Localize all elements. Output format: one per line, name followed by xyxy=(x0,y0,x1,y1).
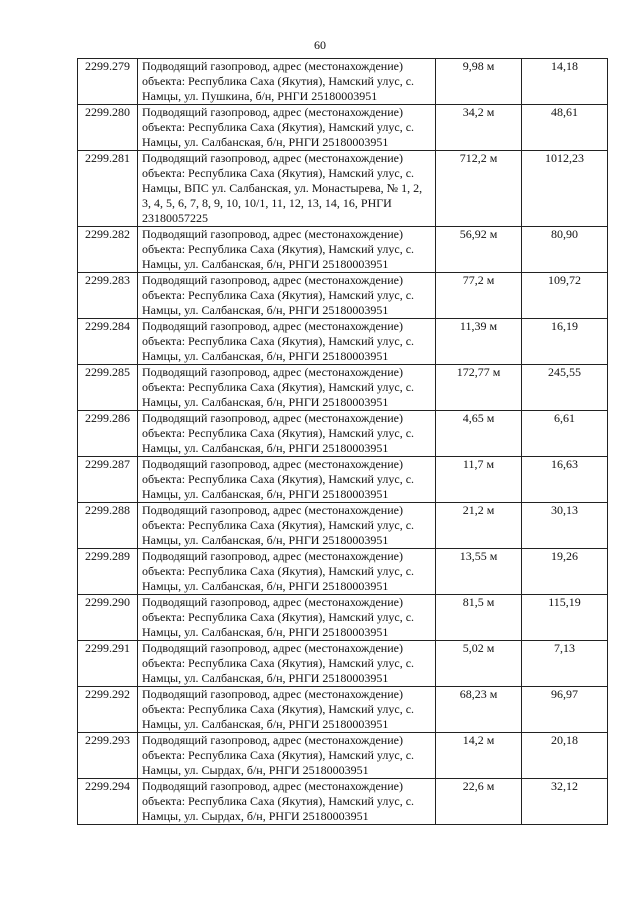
row-description-cell: Подводящий газопровод, адрес (местонахождение) объекта: Республика Саха (Якутия), Намский улус, с. Намцы, ул. Салбанская, б/н, РНГИ 25180003951 xyxy=(138,411,436,457)
table-row xyxy=(78,457,608,503)
row-id-cell: 2299.286 xyxy=(78,411,138,457)
row-description-cell: Подводящий газопровод, адрес (местонахождение) объекта: Республика Саха (Якутия), Намский улус, с. Намцы, ул. Салбанская, б/н, РНГИ 25180003951 xyxy=(138,105,436,151)
row-description-cell: Подводящий газопровод, адрес (местонахождение) объекта: Республика Саха (Якутия), Намский улус, с. Намцы, ВПС ул. Салбанская, ул. Монастырева, № 1, 2, 3, 4, 5, 6, 7, 8, 9, 10, 10/1, 11, 12, 13, 14, 16, РНГИ 23180057225 xyxy=(138,151,436,227)
row-id-cell: 2299.289 xyxy=(78,549,138,595)
row-value-cell: 245,55 xyxy=(522,365,608,411)
table-row xyxy=(78,595,608,641)
row-value-cell: 7,13 xyxy=(522,641,608,687)
row-description-cell: Подводящий газопровод, адрес (местонахождение) объекта: Республика Саха (Якутия), Намский улус, с. Намцы, ул. Салбанская, б/н, РНГИ 25180003951 xyxy=(138,687,436,733)
row-id-cell: 2299.283 xyxy=(78,273,138,319)
row-length-cell: 68,23 м xyxy=(436,687,522,733)
row-id-cell: 2299.294 xyxy=(78,779,138,825)
row-length-cell: 5,02 м xyxy=(436,641,522,687)
row-value-cell: 14,18 xyxy=(522,59,608,105)
row-description-cell: Подводящий газопровод, адрес (местонахождение) объекта: Республика Саха (Якутия), Намский улус, с. Намцы, ул. Салбанская, б/н, РНГИ 25180003951 xyxy=(138,319,436,365)
row-value-cell: 16,19 xyxy=(522,319,608,365)
row-length-cell: 81,5 м xyxy=(436,595,522,641)
row-length-cell: 14,2 м xyxy=(436,733,522,779)
row-value-cell: 96,97 xyxy=(522,687,608,733)
row-id-cell: 2299.287 xyxy=(78,457,138,503)
row-length-cell: 11,39 м xyxy=(436,319,522,365)
row-value-cell: 115,19 xyxy=(522,595,608,641)
table-row xyxy=(78,687,608,733)
row-description-cell: Подводящий газопровод, адрес (местонахождение) объекта: Республика Саха (Якутия), Намский улус, с. Намцы, ул. Салбанская, б/н, РНГИ 25180003951 xyxy=(138,457,436,503)
table-row xyxy=(78,227,608,273)
row-id-cell: 2299.282 xyxy=(78,227,138,273)
table-row xyxy=(78,411,608,457)
row-id-cell: 2299.290 xyxy=(78,595,138,641)
row-length-cell: 77,2 м xyxy=(436,273,522,319)
table-row xyxy=(78,273,608,319)
table-row xyxy=(78,641,608,687)
row-description-cell: Подводящий газопровод, адрес (местонахождение) объекта: Республика Саха (Якутия), Намский улус, с. Намцы, ул. Салбанская, б/н, РНГИ 25180003951 xyxy=(138,549,436,595)
table-row xyxy=(78,151,608,227)
row-length-cell: 13,55 м xyxy=(436,549,522,595)
row-length-cell: 11,7 м xyxy=(436,457,522,503)
table-row xyxy=(78,319,608,365)
row-description-cell: Подводящий газопровод, адрес (местонахождение) объекта: Республика Саха (Якутия), Намский улус, с. Намцы, ул. Салбанская, б/н, РНГИ 25180003951 xyxy=(138,273,436,319)
row-value-cell: 32,12 xyxy=(522,779,608,825)
row-description-cell: Подводящий газопровод, адрес (местонахождение) объекта: Республика Саха (Якутия), Намский улус, с. Намцы, ул. Пушкина, б/н, РНГИ 25180003951 xyxy=(138,59,436,105)
row-id-cell: 2299.288 xyxy=(78,503,138,549)
row-value-cell: 16,63 xyxy=(522,457,608,503)
row-description-cell: Подводящий газопровод, адрес (местонахождение) объекта: Республика Саха (Якутия), Намский улус, с. Намцы, ул. Салбанская, б/н, РНГИ 25180003951 xyxy=(138,503,436,549)
row-length-cell: 9,98 м xyxy=(436,59,522,105)
row-length-cell: 56,92 м xyxy=(436,227,522,273)
row-description-cell: Подводящий газопровод, адрес (местонахождение) объекта: Республика Саха (Якутия), Намский улус, с. Намцы, ул. Сырдах, б/н, РНГИ 25180003951 xyxy=(138,733,436,779)
table-row xyxy=(78,105,608,151)
row-id-cell: 2299.293 xyxy=(78,733,138,779)
row-value-cell: 19,26 xyxy=(522,549,608,595)
row-id-cell: 2299.279 xyxy=(78,59,138,105)
row-value-cell: 20,18 xyxy=(522,733,608,779)
page-number: 60 xyxy=(314,38,326,52)
table-row xyxy=(78,59,608,105)
table-row xyxy=(78,733,608,779)
table-body xyxy=(78,59,608,825)
row-id-cell: 2299.292 xyxy=(78,687,138,733)
row-value-cell: 80,90 xyxy=(522,227,608,273)
row-id-cell: 2299.284 xyxy=(78,319,138,365)
table-row xyxy=(78,503,608,549)
row-value-cell: 109,72 xyxy=(522,273,608,319)
row-id-cell: 2299.280 xyxy=(78,105,138,151)
row-id-cell: 2299.285 xyxy=(78,365,138,411)
row-length-cell: 22,6 м xyxy=(436,779,522,825)
property-table xyxy=(77,58,608,825)
row-id-cell: 2299.291 xyxy=(78,641,138,687)
row-description-cell: Подводящий газопровод, адрес (местонахождение) объекта: Республика Саха (Якутия), Намский улус, с. Намцы, ул. Салбанская, б/н, РНГИ 25180003951 xyxy=(138,595,436,641)
row-length-cell: 712,2 м xyxy=(436,151,522,227)
row-id-cell: 2299.281 xyxy=(78,151,138,227)
row-description-cell: Подводящий газопровод, адрес (местонахождение) объекта: Республика Саха (Якутия), Намский улус, с. Намцы, ул. Салбанская, б/н, РНГИ 25180003951 xyxy=(138,227,436,273)
row-value-cell: 48,61 xyxy=(522,105,608,151)
table-row xyxy=(78,779,608,825)
row-length-cell: 172,77 м xyxy=(436,365,522,411)
row-length-cell: 21,2 м xyxy=(436,503,522,549)
table-row xyxy=(78,549,608,595)
row-description-cell: Подводящий газопровод, адрес (местонахождение) объекта: Республика Саха (Якутия), Намский улус, с. Намцы, ул. Салбанская, б/н, РНГИ 25180003951 xyxy=(138,641,436,687)
row-value-cell: 30,13 xyxy=(522,503,608,549)
row-length-cell: 4,65 м xyxy=(436,411,522,457)
table-row xyxy=(78,365,608,411)
row-length-cell: 34,2 м xyxy=(436,105,522,151)
row-value-cell: 6,61 xyxy=(522,411,608,457)
row-description-cell: Подводящий газопровод, адрес (местонахождение) объекта: Республика Саха (Якутия), Намский улус, с. Намцы, ул. Сырдах, б/н, РНГИ 25180003951 xyxy=(138,779,436,825)
row-description-cell: Подводящий газопровод, адрес (местонахождение) объекта: Республика Саха (Якутия), Намский улус, с. Намцы, ул. Салбанская, б/н, РНГИ 25180003951 xyxy=(138,365,436,411)
row-value-cell: 1012,23 xyxy=(522,151,608,227)
